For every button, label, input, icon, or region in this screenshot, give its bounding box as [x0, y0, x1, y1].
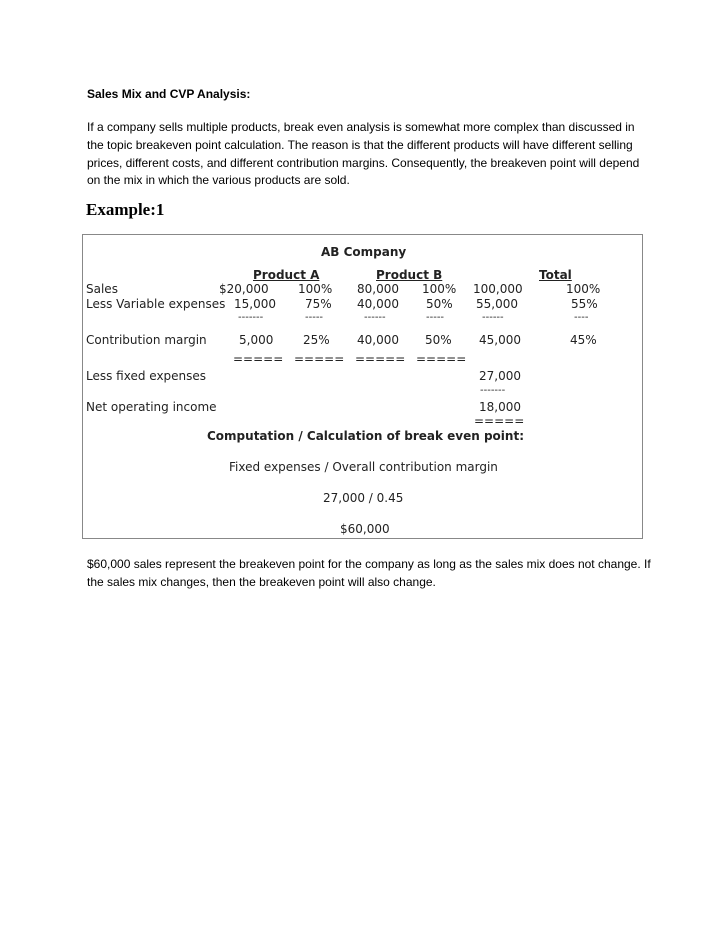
dash-a-amount: ------- [238, 312, 264, 323]
row-label-sales: Sales [86, 282, 118, 296]
var-a-percent: 75% [305, 297, 332, 311]
var-b-percent: 50% [426, 297, 453, 311]
section-heading: Sales Mix and CVP Analysis: [87, 87, 251, 101]
sales-total-amount: 100,000 [473, 282, 523, 296]
var-total-amount: 55,000 [476, 297, 518, 311]
sales-b-percent: 100% [422, 282, 457, 296]
example-table-box [82, 234, 643, 539]
eq-a-percent: ===== [294, 352, 345, 366]
var-a-amount: 15,000 [234, 297, 276, 311]
company-name: AB Company [321, 245, 407, 259]
col-header-product-b: Product B [376, 268, 443, 282]
eq-a-amount: ===== [233, 352, 284, 366]
noi-equals: ===== [474, 414, 525, 428]
sales-a-amount: $20,000 [219, 282, 269, 296]
dash-b-amount: ------ [364, 312, 386, 323]
example-title: Example:1 [86, 200, 165, 219]
cm-total-amount: 45,000 [479, 333, 521, 347]
eq-b-amount: ===== [355, 352, 406, 366]
col-header-product-a: Product A [253, 268, 320, 282]
sales-b-amount: 80,000 [357, 282, 399, 296]
dash-total-amount: ------ [482, 312, 504, 323]
sales-total-percent: 100% [566, 282, 601, 296]
cm-a-percent: 25% [303, 333, 330, 347]
row-label-fixed-expenses: Less fixed expenses [86, 369, 207, 383]
intro-paragraph: If a company sells multiple products, break even analysis is somewhat more complex than discussed in the topic breakeven point calculation. The reason is that the different products will have different selling prices, different costs, and different contribution margins. Consequently, the breakeven point will depend on the mix in which the various products are sold. [87, 120, 640, 188]
cm-b-percent: 50% [425, 333, 452, 347]
dash-total-percent: ---- [574, 312, 589, 323]
fixed-dash: ------- [480, 385, 506, 396]
noi-total-amount: 18,000 [479, 400, 521, 414]
cm-a-amount: 5,000 [239, 333, 274, 347]
computation-title: Computation / Calculation of break even point: [207, 429, 524, 443]
breakeven-result: $60,000 [340, 522, 390, 536]
var-b-amount: 40,000 [357, 297, 399, 311]
eq-b-percent: ===== [416, 352, 467, 366]
var-total-percent: 55% [571, 297, 598, 311]
row-label-variable-expenses: Less Variable expenses [86, 297, 226, 311]
sales-a-percent: 100% [298, 282, 333, 296]
row-label-net-operating-income: Net operating income [86, 400, 217, 414]
dash-b-percent: ----- [426, 312, 445, 323]
formula-text: Fixed expenses / Overall contribution margin [229, 460, 498, 474]
conclusion-paragraph: $60,000 sales represent the breakeven point for the company as long as the sales mix does not change. If the sales mix changes, then the breakeven point will also change. [87, 557, 651, 589]
row-label-contribution-margin: Contribution margin [86, 333, 207, 347]
col-header-total: Total [539, 268, 572, 282]
fixed-total-amount: 27,000 [479, 369, 521, 383]
calculation-text: 27,000 / 0.45 [323, 491, 404, 505]
dash-a-percent: ----- [305, 312, 324, 323]
cm-b-amount: 40,000 [357, 333, 399, 347]
cm-total-percent: 45% [570, 333, 597, 347]
